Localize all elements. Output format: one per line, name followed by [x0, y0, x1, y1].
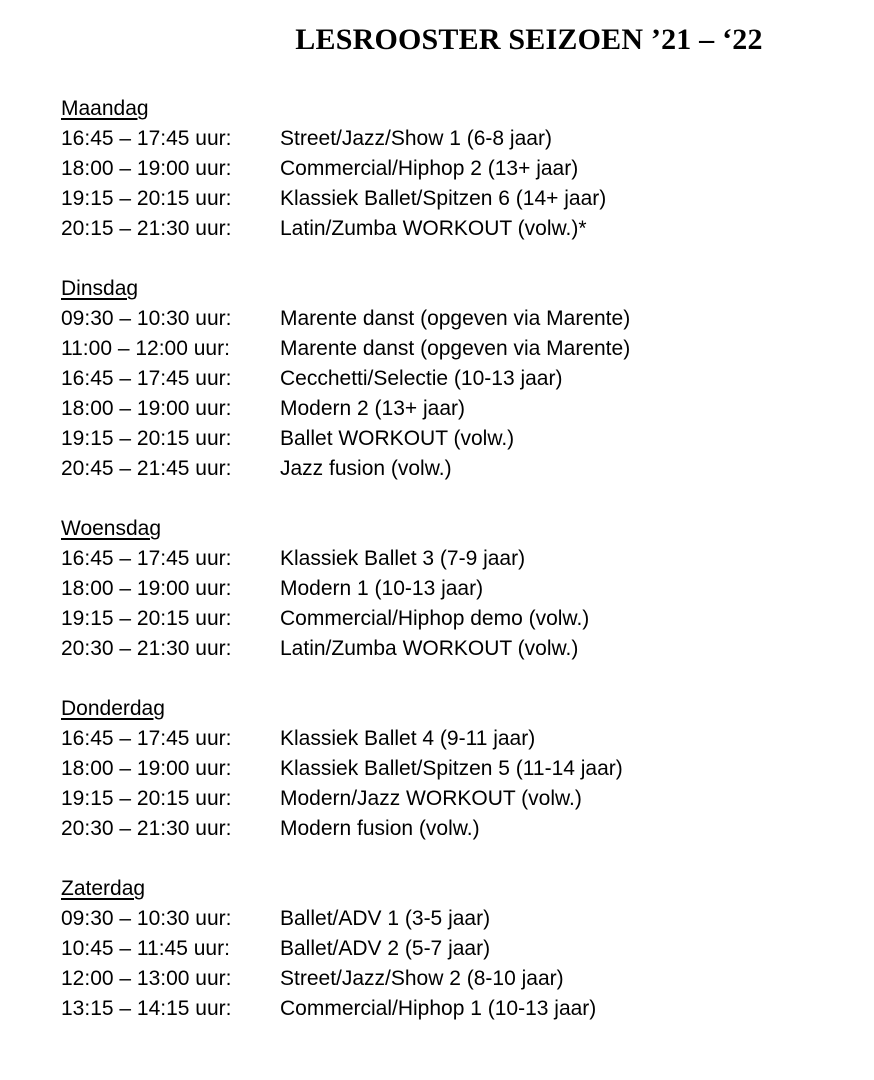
lesson-class: Modern 1 (10-13 jaar): [280, 577, 484, 600]
lesson-row: [61, 214, 841, 244]
lesson-time: 18:00 – 19:00 uur:: [61, 157, 232, 180]
lesson-time: 19:15 – 20:15 uur:: [61, 427, 232, 450]
lesson-time: 18:00 – 19:00 uur:: [61, 757, 232, 780]
lesson-class: Klassiek Ballet/Spitzen 6 (14+ jaar): [280, 187, 607, 210]
lesson-class: Modern 2 (13+ jaar): [280, 397, 466, 420]
lesson-row: [61, 424, 841, 454]
day-block-dinsdag: [61, 274, 841, 484]
day-block-donderdag: [61, 694, 841, 844]
lesson-time: 16:45 – 17:45 uur:: [61, 367, 232, 390]
day-heading: Woensdag: [61, 517, 162, 540]
lesson-class: Klassiek Ballet 4 (9-11 jaar): [280, 727, 536, 750]
lesson-row: [61, 994, 841, 1024]
lesson-row: [61, 454, 841, 484]
day-heading: Donderdag: [61, 697, 165, 720]
lesson-row: [61, 754, 841, 784]
lesson-time: 20:45 – 21:45 uur:: [61, 457, 232, 480]
lesson-class: Commercial/Hiphop 2 (13+ jaar): [280, 157, 579, 180]
lesson-row: [61, 904, 841, 934]
lesson-time: 09:30 – 10:30 uur:: [61, 907, 232, 930]
lesson-row: [61, 394, 841, 424]
lesson-time: 18:00 – 19:00 uur:: [61, 397, 232, 420]
lesson-class: Modern/Jazz WORKOUT (volw.): [280, 787, 582, 810]
lesson-class: Marente danst (opgeven via Marente): [280, 337, 631, 360]
day-heading: Maandag: [61, 97, 149, 120]
lesson-class: Latin/Zumba WORKOUT (volw.): [280, 637, 579, 660]
lesson-row: [61, 934, 841, 964]
lesson-time: 11:00 – 12:00 uur:: [61, 337, 230, 360]
lesson-row: [61, 154, 841, 184]
lesson-time: 20:30 – 21:30 uur:: [61, 817, 232, 840]
day-block-maandag: [61, 94, 841, 244]
lesson-row: [61, 124, 841, 154]
lesson-row: [61, 304, 841, 334]
lesson-row: [61, 544, 841, 574]
lesson-time: 19:15 – 20:15 uur:: [61, 187, 232, 210]
lesson-class: Klassiek Ballet 3 (7-9 jaar): [280, 547, 526, 570]
lesson-time: 20:30 – 21:30 uur:: [61, 637, 232, 660]
lesson-schedule: [61, 94, 841, 1054]
lesson-row: [61, 814, 841, 844]
lesson-class: Ballet/ADV 2 (5-7 jaar): [280, 937, 491, 960]
lesson-time: 20:15 – 21:30 uur:: [61, 217, 232, 240]
lesson-time: 10:45 – 11:45 uur:: [61, 937, 230, 960]
lesson-class: Commercial/Hiphop demo (volw.): [280, 607, 590, 630]
lesson-time: 16:45 – 17:45 uur:: [61, 547, 232, 570]
day-heading: Zaterdag: [61, 877, 146, 900]
day-heading: Dinsdag: [61, 277, 139, 300]
lesson-row: [61, 334, 841, 364]
lesson-row: [61, 574, 841, 604]
lesson-class: Street/Jazz/Show 1 (6-8 jaar): [280, 127, 552, 150]
lesson-row: [61, 184, 841, 214]
lesson-class: Klassiek Ballet/Spitzen 5 (11-14 jaar): [280, 757, 623, 780]
day-block-zaterdag: [61, 874, 841, 1024]
lesson-row: [61, 604, 841, 634]
lesson-time: 16:45 – 17:45 uur:: [61, 127, 232, 150]
lesson-time: 16:45 – 17:45 uur:: [61, 727, 232, 750]
lesson-time: 09:30 – 10:30 uur:: [61, 307, 232, 330]
lesson-row: [61, 724, 841, 754]
lesson-time: 18:00 – 19:00 uur:: [61, 577, 232, 600]
lesson-class: Commercial/Hiphop 1 (10-13 jaar): [280, 997, 597, 1020]
day-block-woensdag: [61, 514, 841, 664]
lesson-time: 19:15 – 20:15 uur:: [61, 607, 232, 630]
lesson-class: Latin/Zumba WORKOUT (volw.)*: [280, 217, 587, 240]
lesson-class: Ballet WORKOUT (volw.): [280, 427, 515, 450]
lesson-class: Modern fusion (volw.): [280, 817, 480, 840]
lesson-class: Ballet/ADV 1 (3-5 jaar): [280, 907, 491, 930]
lesson-time: 19:15 – 20:15 uur:: [61, 787, 232, 810]
lesson-row: [61, 964, 841, 994]
lesson-row: [61, 784, 841, 814]
lesson-row: [61, 364, 841, 394]
lesson-time: 13:15 – 14:15 uur:: [61, 997, 232, 1020]
lesson-row: [61, 634, 841, 664]
page-title: LESROOSTER SEIZOEN ’21 – ‘22: [295, 23, 763, 56]
lesson-class: Marente danst (opgeven via Marente): [280, 307, 631, 330]
lesson-class: Cecchetti/Selectie (10-13 jaar): [280, 367, 563, 390]
lesson-time: 12:00 – 13:00 uur:: [61, 967, 232, 990]
lesson-class: Jazz fusion (volw.): [280, 457, 452, 480]
lesson-class: Street/Jazz/Show 2 (8-10 jaar): [280, 967, 564, 990]
